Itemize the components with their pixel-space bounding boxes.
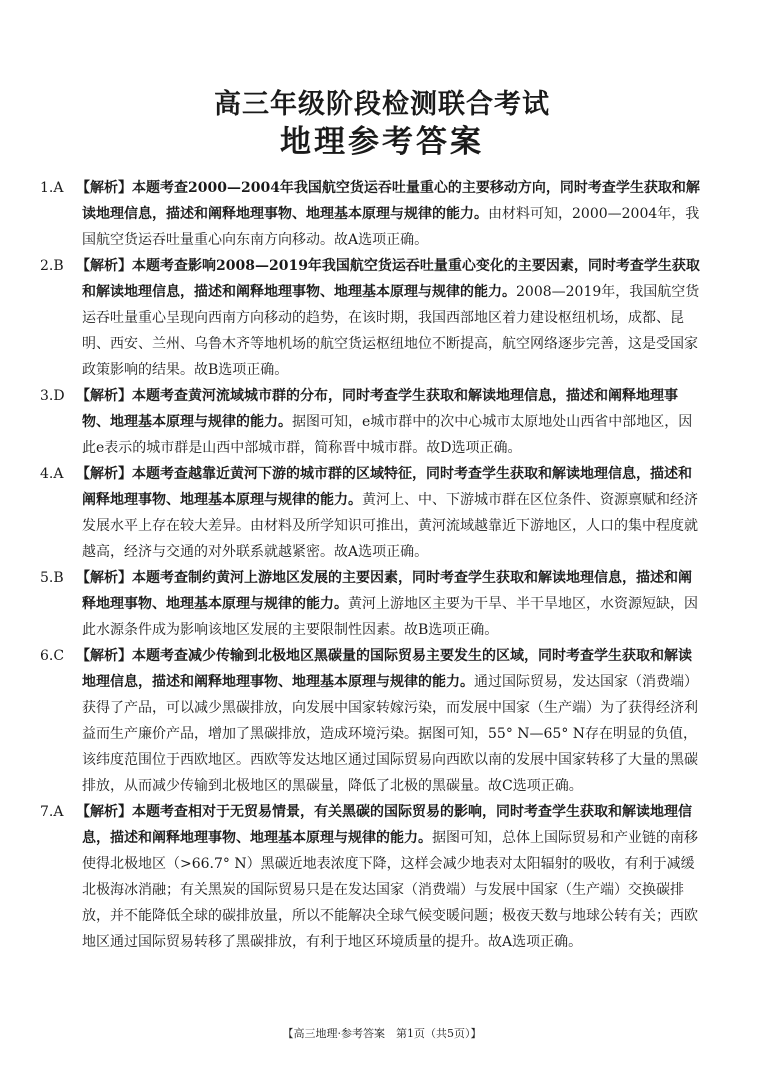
analysis-lead: 本题考查黄河流域城市群的分布，同时考查学生获取和解读地理信息，描述和阐释地理事物、地理基本原理与规律的能力。 bbox=[82, 388, 678, 430]
analysis-text: 由材料可知，2000—2004年，我国航空货运吞吐量重心向东南方向移动。故A选项正确。 bbox=[82, 206, 700, 248]
answer-item-4 bbox=[40, 461, 704, 565]
analysis-tag: 【解析】 bbox=[76, 180, 132, 196]
analysis-lead: 本题考查2000—2004年我国航空货运吞吐量重心的主要移动方向，同时考查学生获取和解读地理信息，描述和阐释地理事物、地理基本原理与规律的能力。 bbox=[82, 180, 700, 222]
analysis-lead: 本题考查相对于无贸易情景，有关黑碳的国际贸易的影响，同时考查学生获取和解读地理信息，描述和阐释地理事物、地理基本原理与规律的能力。 bbox=[82, 804, 692, 846]
analysis-tag: 【解析】 bbox=[76, 258, 132, 274]
answer-number: 7.A bbox=[40, 804, 64, 820]
document-title: 高三年级阶段检测联合考试 bbox=[214, 89, 550, 120]
answer-item-5 bbox=[40, 565, 704, 643]
answer-item-7 bbox=[40, 799, 704, 955]
analysis-tag: 【解析】 bbox=[76, 648, 132, 664]
document-subtitle: 地理参考答案 bbox=[280, 124, 484, 160]
analysis-lead: 本题考查越靠近黄河下游的城市群的区域特征，同时考查学生获取和解读地理信息，描述和阐释地理事物、地理基本原理与规律的能力。 bbox=[82, 466, 692, 508]
answer-number: 6.C bbox=[40, 648, 65, 664]
analysis-text: 通过国际贸易，发达国家（消费端）获得了产品，可以减少黑碳排放，向发展中国家转嫁污染，而发展中国家（生产端）为了获得经济利益而生产廉价产品，增加了黑碳排放，造成环境污染。据图可知，55° N—65° N存在明显的负值，该纬度范围位于西欧地区。西欧等发达地区通过国际贸易向西欧以南的发展中国家转移了大量的黑碳排放，从而减少传输到北极地区的黑碳量，降低了北极的黑碳量。故C选项正确。 bbox=[82, 674, 698, 794]
answer-item-3 bbox=[40, 383, 704, 461]
analysis-text: 黄河上游地区主要为干旱、半干旱地区，水资源短缺，因此水源条件成为影响该地区发展的主要限制性因素。故B选项正确。 bbox=[82, 596, 698, 638]
analysis-lead: 本题考查影响2008—2019年我国航空货运吞吐量重心变化的主要因素，同时考查学生获取和解读地理信息，描述和阐释地理事物、地理基本原理与规律的能力。 bbox=[82, 258, 700, 300]
analysis-lead: 本题考查制约黄河上游地区发展的主要因素，同时考查学生获取和解读地理信息，描述和阐释地理事物、地理基本原理与规律的能力。 bbox=[82, 570, 692, 612]
answer-item-6 bbox=[40, 643, 704, 799]
answer-number: 3.D bbox=[40, 388, 65, 404]
answer-number: 2.B bbox=[40, 258, 64, 274]
analysis-tag: 【解析】 bbox=[76, 570, 132, 586]
analysis-text: 黄河上、中、下游城市群在区位条件、资源禀赋和经济发展水平上存在较大差异。由材料及所学知识可推出，黄河流域越靠近下游地区，人口的集中程度就越高，经济与交通的对外联系就越紧密。故A选项正确。 bbox=[82, 492, 698, 560]
page-footer: 【高三地理·参考答案 第1页（共5页）】 bbox=[282, 1027, 482, 1040]
analysis-text: 2008—2019年，我国航空货运吞吐量重心呈现向西南方向移动的趋势，在该时期，我国西部地区着力建设枢纽机场，成都、昆明、西安、兰州、乌鲁木齐等地机场的航空货运枢纽地位不断提高，航空网络逐步完善，这是受国家政策影响的结果。故B选项正确。 bbox=[82, 284, 700, 378]
answer-item-1 bbox=[40, 175, 704, 253]
analysis-tag: 【解析】 bbox=[76, 466, 132, 482]
answer-list bbox=[40, 175, 704, 955]
analysis-text: 据图可知，e城市群中的次中心城市太原地处山西省中部地区，因此e表示的城市群是山西中部城市群，简称晋中城市群。故D选项正确。 bbox=[82, 414, 693, 456]
analysis-text: 据图可知，总体上国际贸易和产业链的南移使得北极地区（>66.7° N）黑碳近地表浓度下降，这样会减少地表对太阳辐射的吸收，有利于减缓北极海冰消融；有关黑炭的国际贸易只是在发达国家（消费端）与发展中国家（生产端）交换碳排放，并不能降低全球的碳排放量，所以不能解决全球气候变暖问题；极夜天数与地球公转有关；西欧地区通过国际贸易转移了黑碳排放，有利于地区环境质量的提升。故A选项正确。 bbox=[82, 830, 698, 950]
analysis-tag: 【解析】 bbox=[76, 388, 132, 404]
analysis-tag: 【解析】 bbox=[76, 804, 132, 820]
answer-number: 4.A bbox=[40, 466, 64, 482]
answer-item-2 bbox=[40, 253, 704, 383]
analysis-lead: 本题考查减少传输到北极地区黑碳量的国际贸易主要发生的区域，同时考查学生获取和解读地理信息，描述和阐释地理事物、地理基本原理与规律的能力。 bbox=[82, 648, 692, 690]
answer-number: 1.A bbox=[40, 180, 64, 196]
answer-number: 5.B bbox=[40, 570, 64, 586]
